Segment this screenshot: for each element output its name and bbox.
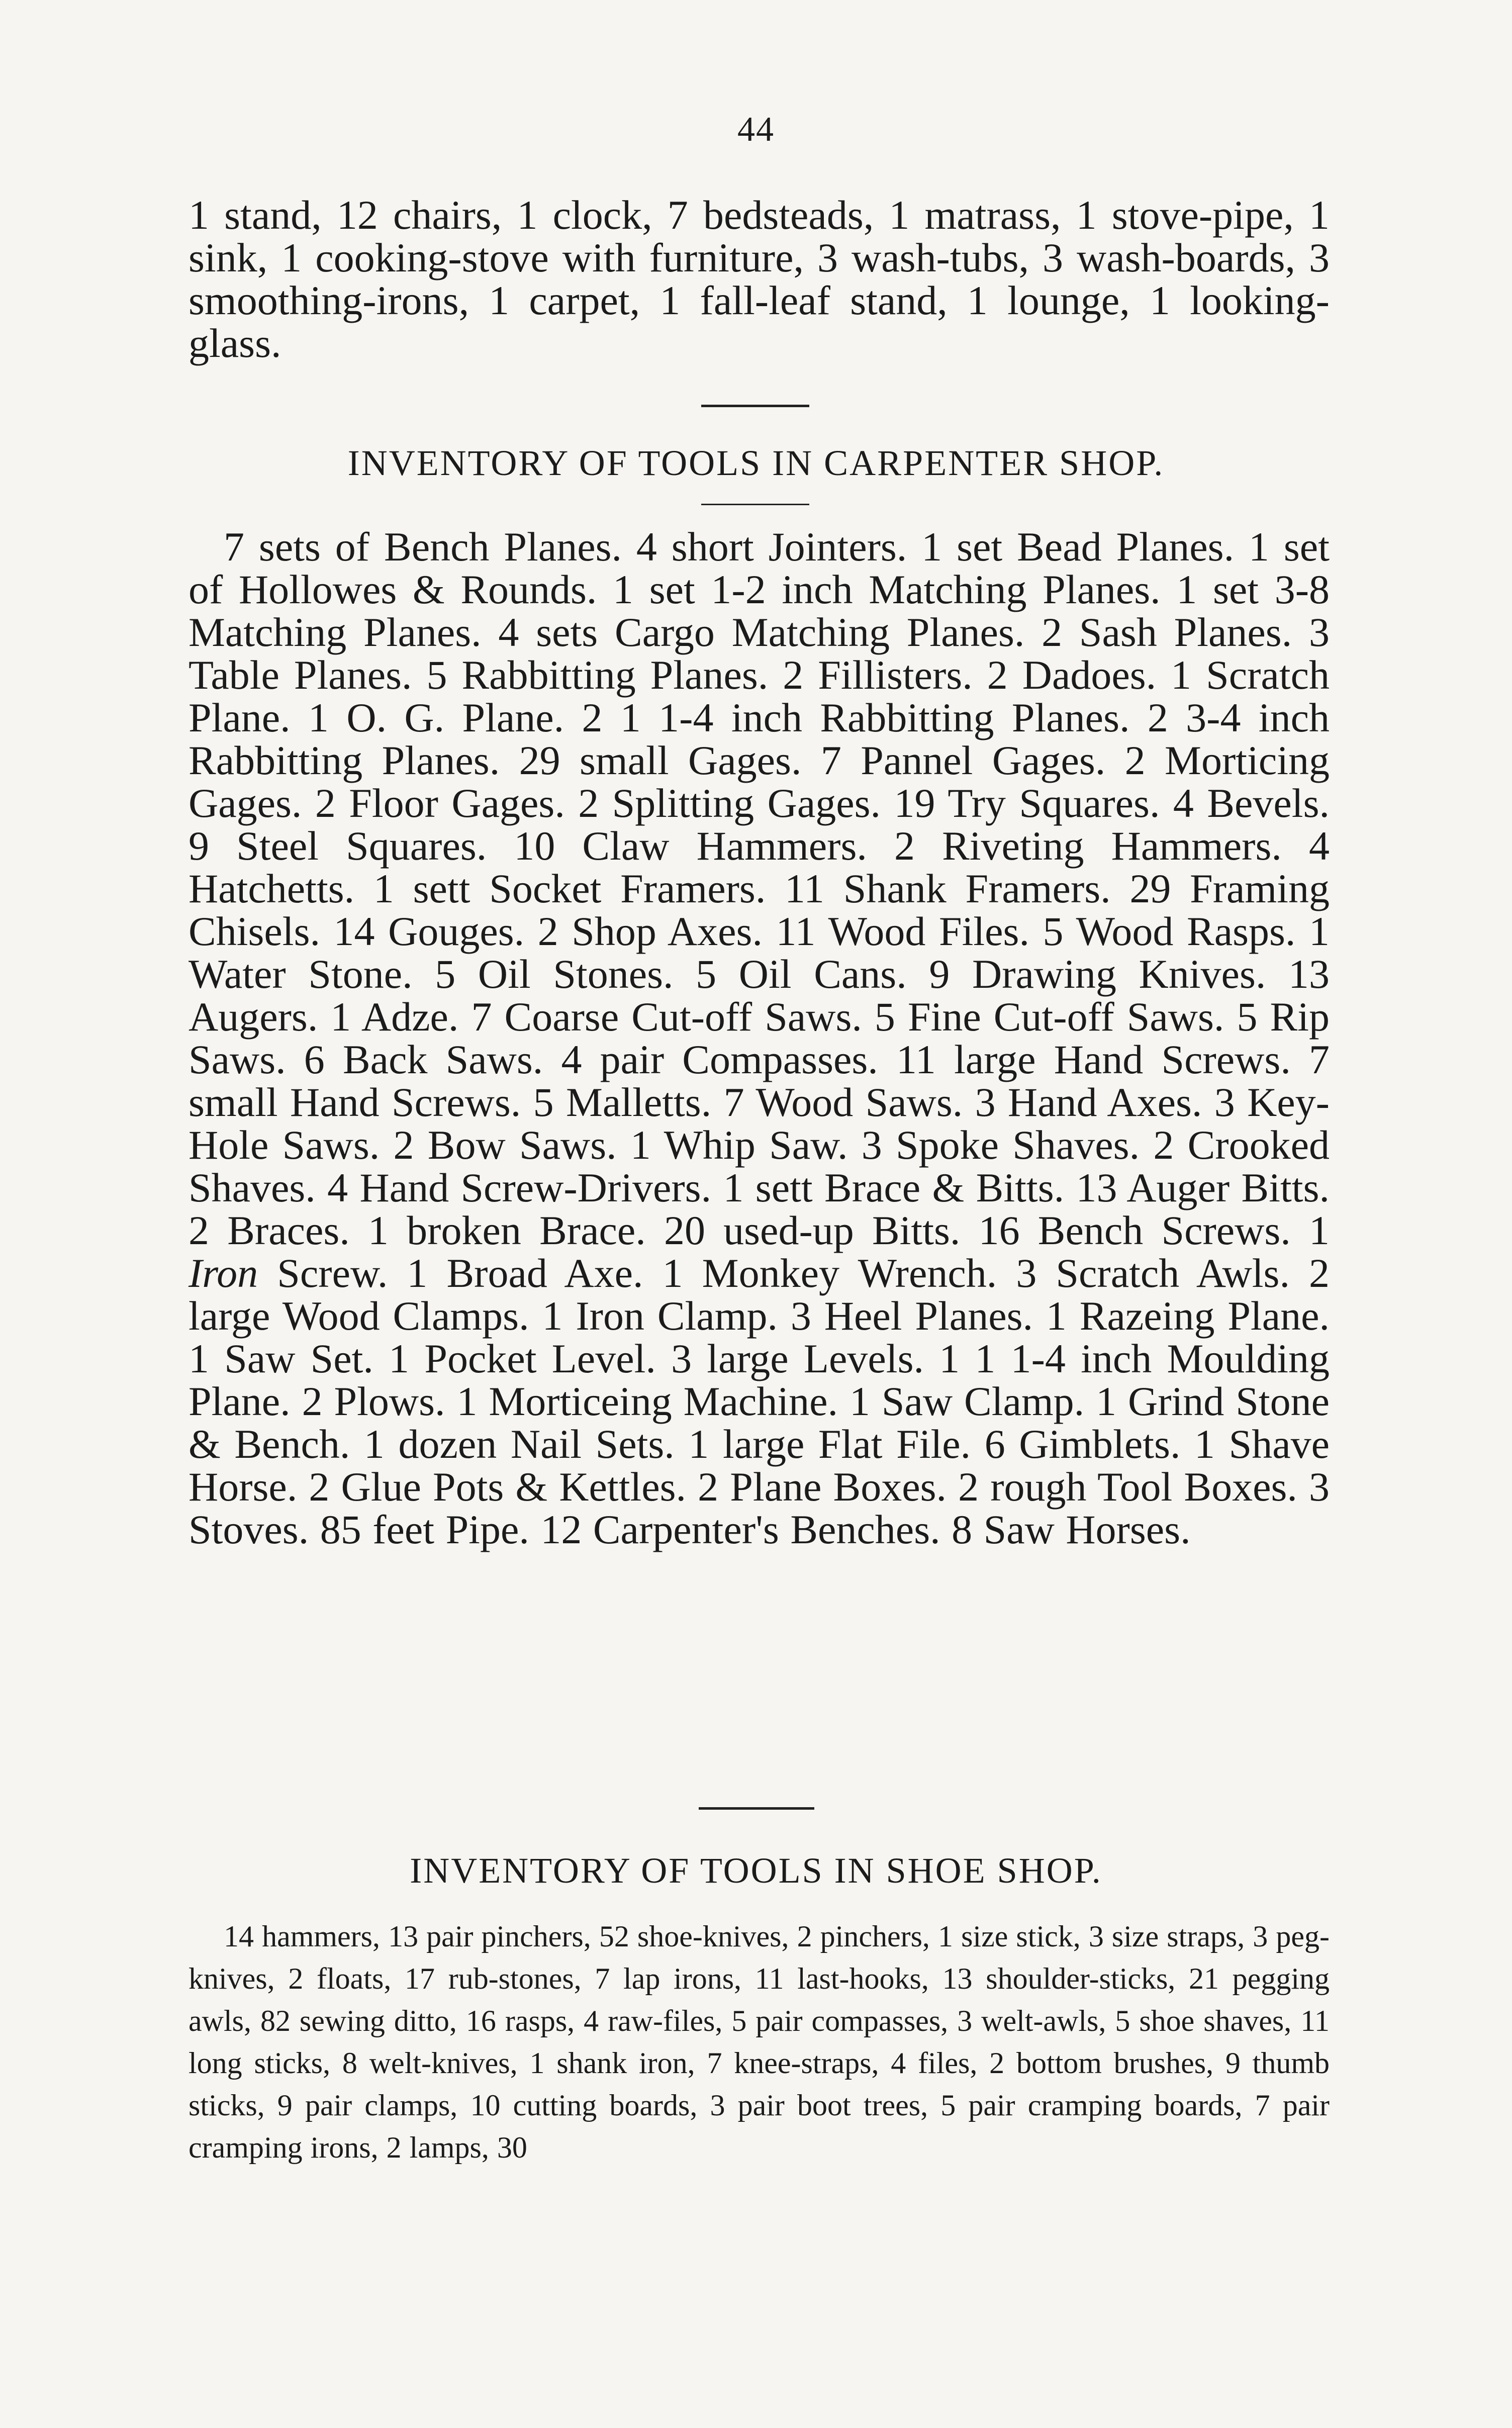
section-divider-1 <box>701 405 809 407</box>
heading-underline <box>701 504 809 505</box>
carpenter-text-part-2: Screw. 1 Broad Axe. 1 Monkey Wrench. 3 Scratch Awls. 2 large Wood Clamps. 1 Iron Clamp. 3 Heel Planes. 1 Razeing Plane. 1 Saw Set. 1 Pocket Level. 3 large Levels. 1 1 1-4 inch Moulding Plane. 2 Plows. 1 Morticeing Machine. 1 Saw Clamp. 1 Grind Stone & Bench. 1 dozen Nail Sets. 1 large Flat File. 6 Gimblets. 1 Shave Horse. 2 Glue Pots & Kettles. 2 Plane Boxes. 2 rough Tool Boxes. 3 Stoves. 85 feet Pipe. 12 Carpenter's Benches. 8 Saw Horses. <box>188 1250 1330 1552</box>
section-divider-2 <box>699 1807 814 1810</box>
shoe-inventory-block <box>188 1915 1330 2169</box>
page-number: 44 <box>737 110 775 149</box>
carpenter-inventory-block <box>188 525 1330 1551</box>
carpenter-inventory-paragraph <box>188 525 1330 1551</box>
carpenter-shop-heading: INVENTORY OF TOOLS IN CARPENTER SHOP. <box>347 443 1165 483</box>
shoe-inventory-paragraph: 14 hammers, 13 pair pinchers, 52 shoe-knives, 2 pinchers, 1 size stick, 3 size straps, 3 peg-knives, 2 floats, 17 rub-stones, 7 lap irons, 11 last-hooks, 13 shoulder-sticks, 21 pegging awls, 82 sewing ditto, 16 rasps, 4 raw-files, 5 pair compasses, 3 welt-awls, 5 shoe shaves, 11 long sticks, 8 welt-knives, 1 shank iron, 7 knee-straps, 4 files, 2 bottom brushes, 9 thumb sticks, 9 pair clamps, 10 cutting boards, 3 pair boot trees, 5 pair cramping boards, 7 pair cramping irons, 2 lamps, 30 <box>188 1920 1330 2164</box>
intro-paragraph: 1 stand, 12 chairs, 1 clock, 7 bedsteads, 1 matrass, 1 stove-pipe, 1 sink, 1 cooking-stove with furniture, 3 wash-tubs, 3 wash-boards, 3 smoothing-irons, 1 carpet, 1 fall-leaf stand, 1 lounge, 1 looking-glass. <box>188 192 1330 366</box>
intro-block <box>188 194 1330 364</box>
shoe-shop-heading: INVENTORY OF TOOLS IN SHOE SHOP. <box>410 1850 1102 1891</box>
carpenter-text-part-1: 7 sets of Bench Planes. 4 short Jointers. 1 set Bead Planes. 1 set of Hollowes & Rounds. 1 set 1-2 inch Matching Planes. 1 set 3-8 Matching Planes. 4 sets Cargo Matching Planes. 2 Sash Planes. 3 Table Planes. 5 Rabbitting Planes. 2 Fillisters. 2 Dadoes. 1 Scratch Plane. 1 O. G. Plane. 2 1 1-4 inch Rabbitting Planes. 2 3-4 inch Rabbitting Planes. 29 small Gages. 7 Pannel Gages. 2 Morticing Gages. 2 Floor Gages. 2 Splitting Gages. 19 Try Squares. 4 Bevels. 9 Steel Squares. 10 Claw Hammers. 2 Riveting Hammers. 4 Hatchetts. 1 sett Socket Framers. 11 Shank Framers. 29 Framing Chisels. 14 Gouges. 2 Shop Axes. 11 Wood Files. 5 Wood Rasps. 1 Water Stone. 5 Oil Stones. 5 Oil Cans. 9 Drawing Knives. 13 Augers. 1 Adze. 7 Coarse Cut-off Saws. 5 Fine Cut-off Saws. 5 Rip Saws. 6 Back Saws. 4 pair Compasses. 11 large Hand Screws. 7 small Hand Screws. 5 Malletts. 7 Wood Saws. 3 Hand Axes. 3 Key-Hole Saws. 2 Bow Saws. 1 Whip Saw. 3 Spoke Shaves. 2 Crooked Shaves. 4 Hand Screw-Drivers. 1 sett Brace & Bitts. 13 Auger Bitts. 2 Braces. 1 broken Brace. 20 used-up Bitts. 16 Bench Screws. 1 <box>188 524 1330 1253</box>
carpenter-text-italic: Iron <box>188 1250 258 1296</box>
